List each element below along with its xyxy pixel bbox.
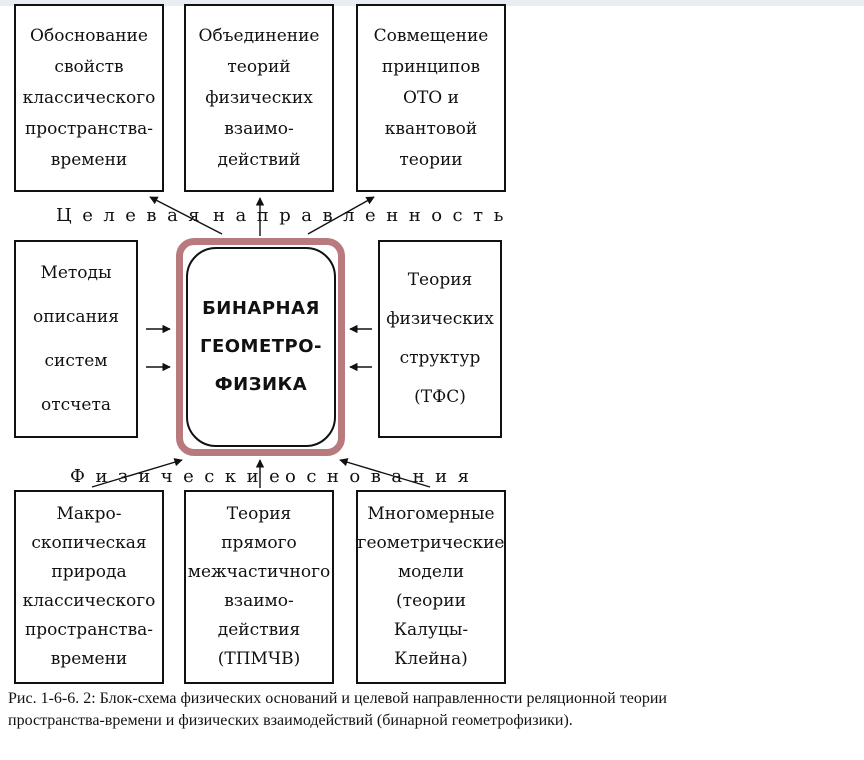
box-line: взаимо-: [224, 591, 294, 611]
box-line: (теории: [396, 591, 466, 611]
box-line: (ТФС): [414, 387, 466, 407]
box-line: модели: [397, 562, 465, 582]
box-line: структур: [399, 348, 481, 368]
box-line: систем: [44, 351, 108, 371]
box-line: ОТО и: [403, 87, 459, 108]
arrow-to-top-left: [150, 197, 222, 234]
box-line: действия: [217, 620, 301, 640]
label-target-direction-part2: направленность: [213, 205, 514, 226]
arrow-from-bottom-left: [92, 460, 182, 487]
center-line: ФИЗИКА: [214, 374, 308, 395]
label-target-direction-part1: Целевая: [56, 205, 211, 226]
box-line: пространства-: [24, 118, 154, 139]
box-line: действий: [217, 149, 301, 170]
label-physical-foundations-part2: основания: [285, 466, 480, 487]
caption-line-2: пространства-времени и физических взаимодействий (бинарной геометрофизики).: [8, 712, 573, 729]
label-physical-foundations-part1: Физические: [70, 466, 291, 487]
box-line: Совмещение: [373, 25, 489, 46]
box-line: Калуцы-: [393, 620, 469, 640]
figure-caption: [8, 688, 858, 732]
box-line: классического: [22, 87, 156, 108]
box-line: Теория: [226, 504, 292, 524]
box-line: квантовой: [384, 118, 478, 139]
box-line: Объединение: [198, 25, 320, 46]
caption-line-1: Рис. 1-6-6. 2: Блок-схема физических оснований и целевой направленности реляционной теории: [8, 690, 667, 707]
box-line: Многомерные: [367, 504, 495, 524]
box-line: (ТПМЧВ): [217, 649, 301, 669]
box-line: межчастичного: [187, 562, 331, 582]
box-line: Теория: [407, 270, 473, 290]
box-line: Макро-: [56, 504, 122, 524]
center-line: БИНАРНАЯ: [202, 298, 320, 319]
box-line: принципов: [381, 56, 481, 77]
box-line: времени: [50, 149, 128, 170]
box-line: Обоснование: [30, 25, 148, 46]
box-line: Методы: [40, 263, 112, 283]
box-line: отсчета: [40, 395, 111, 415]
box-line: прямого: [221, 533, 297, 553]
box-line: теорий: [227, 56, 291, 77]
arrow-to-top-right: [308, 197, 374, 234]
box-line: Клейна): [394, 649, 468, 669]
box-line: пространства-: [24, 620, 154, 640]
box-line: свойств: [54, 56, 124, 77]
arrow-from-bottom-right: [340, 460, 430, 487]
box-line: времени: [50, 649, 128, 669]
box-line: скопическая: [31, 533, 147, 553]
box-line: геометрические: [357, 533, 505, 553]
box-line: физических: [205, 87, 313, 108]
box-line: теории: [399, 149, 463, 170]
box-line: взаимо-: [224, 118, 294, 139]
box-line: природа: [51, 562, 127, 582]
box-line: классического: [22, 591, 156, 611]
center-line: ГЕОМЕТРО-: [199, 336, 323, 357]
box-line: физических: [386, 309, 494, 329]
box-line: описания: [33, 307, 119, 327]
